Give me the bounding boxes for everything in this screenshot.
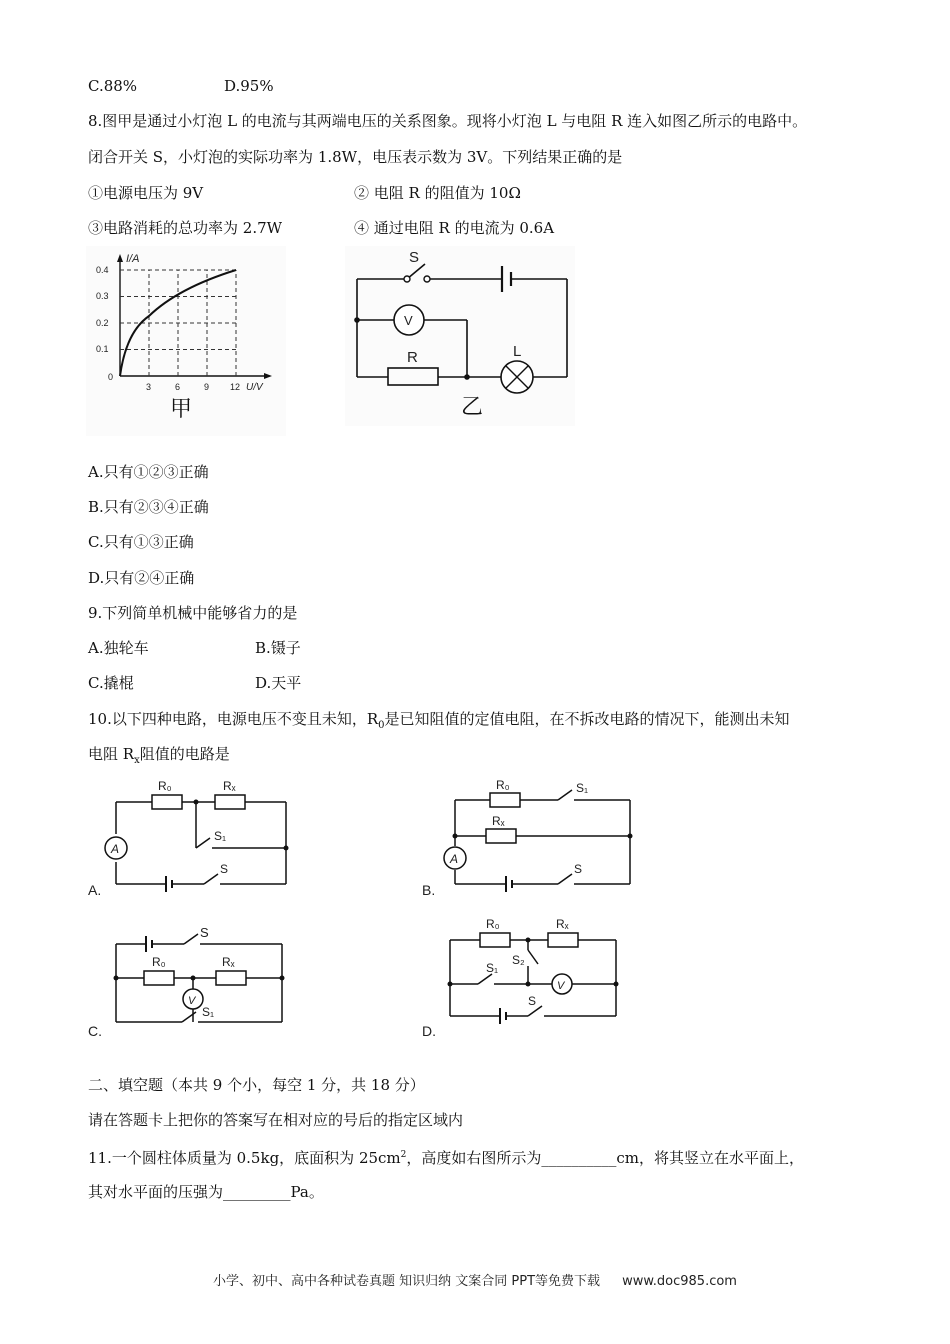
- resistor-label: R: [407, 349, 418, 366]
- q9-option-a: A.独轮车: [88, 639, 149, 657]
- ammeter-label: A: [111, 842, 120, 856]
- q10-circuit-c: [86, 918, 306, 1042]
- q8-stem-line2: 闭合开关 S，小灯泡的实际功率为 1.8W，电压表示数为 3V。下列结果正确的是: [88, 148, 623, 166]
- lamp-label: L: [513, 343, 522, 360]
- s2-label: S₂: [512, 953, 525, 967]
- s-label: S: [574, 862, 583, 876]
- switch-s1-icon: [478, 974, 492, 984]
- q8-items-row1: [88, 183, 521, 203]
- switch-s1-icon: [558, 790, 572, 800]
- switch-s1-icon: [196, 838, 210, 848]
- s-label: S: [528, 994, 537, 1008]
- circuit-b-label: B.: [422, 882, 436, 898]
- section2-title: 二、填空题（本共 9 个小，每空 1 分，共 18 分）: [88, 1076, 425, 1094]
- rx-label: Rₓ: [222, 955, 235, 969]
- switch-s1-icon: [182, 1012, 196, 1022]
- graph-xtick: 12: [230, 382, 241, 392]
- rx-label: Rₓ: [492, 814, 505, 828]
- r0-resistor-icon: [490, 793, 520, 807]
- r0-label: R₀: [158, 779, 172, 793]
- q8-option-d: D.只有②④正确: [88, 569, 195, 587]
- voltmeter-label: V: [404, 313, 413, 328]
- graph-caption: 甲: [170, 397, 193, 422]
- switch-s-icon: [558, 874, 572, 884]
- footer-text: 小学、初中、高中各种试卷真题 知识归纳 文案合同 PPT等免费下载: [213, 1274, 601, 1289]
- q8-option-b: B.只有②③④正确: [88, 498, 209, 516]
- circuit-d-label: D.: [422, 1023, 436, 1039]
- q10-circuit-b: [420, 774, 650, 900]
- s-label: S: [220, 862, 229, 876]
- r0-label: R₀: [152, 955, 166, 969]
- rx-resistor-icon: [215, 795, 245, 809]
- q10-stem-line2: 电阻 $R_x$阻值的电路是: [88, 745, 230, 766]
- voltmeter-label: V: [557, 980, 565, 992]
- circuit-c-label: C.: [88, 1023, 102, 1039]
- r0-resistor-icon: [480, 933, 510, 947]
- q8-option-a: A.只有①②③正确: [88, 463, 209, 481]
- r0-label: R₀: [486, 917, 500, 931]
- switch-s-icon: [204, 874, 218, 884]
- s1-label: S₁: [486, 961, 499, 975]
- graph-xtick: 6: [175, 382, 181, 392]
- q9-option-c: C.撬棍: [88, 674, 134, 692]
- s-label: S: [200, 925, 209, 940]
- page-footer: [0, 1270, 950, 1289]
- graph-ytick: 0.2: [96, 318, 109, 328]
- q8-item-3: ③电路消耗的总功率为 2.7W: [88, 219, 283, 237]
- graph-ylabel: I/A: [126, 253, 140, 265]
- q10-stem-line1: 10.以下四种电路，电源电压不变且未知，$R_0$是已知阻值的定值电阻，在不拆改电路的情况下，能测出未知: [88, 710, 790, 731]
- switch-s-icon: [184, 934, 198, 944]
- q9-options-row1: [88, 638, 301, 658]
- graph-xtick: 3: [146, 382, 152, 392]
- r0-resistor-icon: [152, 795, 182, 809]
- q8-item-1: ①电源电压为 9V: [88, 184, 204, 202]
- rx-resistor-icon: [486, 829, 516, 843]
- graph-xlabel: U/V: [246, 382, 263, 393]
- section2-instruction: 请在答题卡上把你的答案写在相对应的号后的指定区域内: [88, 1111, 464, 1129]
- s1-label: S₁: [576, 781, 589, 795]
- circuit-caption: 乙: [461, 395, 484, 420]
- q8-graph-figure: [86, 246, 286, 436]
- r0-label: R₀: [496, 778, 510, 792]
- s1-label: S₁: [202, 1005, 215, 1019]
- q7-option-d: D.95%: [224, 77, 274, 95]
- q9-stem: 9.下列简单机械中能够省力的是: [88, 604, 298, 622]
- switch-s2-icon: [528, 950, 538, 964]
- graph-xtick: 9: [204, 382, 210, 392]
- q9-options-row2: [88, 673, 301, 693]
- voltmeter-label: V: [188, 995, 196, 1007]
- q11-blank-pressure: _________: [223, 1183, 291, 1201]
- rx-resistor-icon: [216, 971, 246, 985]
- s1-label: S₁: [214, 829, 227, 843]
- q7-option-c: C.88%: [88, 77, 138, 95]
- graph-ytick: 0.1: [96, 344, 109, 354]
- circuit-a-label: A.: [88, 882, 102, 898]
- q8-option-c: C.只有①③正确: [88, 533, 194, 551]
- q9-option-b: B.镊子: [255, 639, 301, 657]
- switch-label: S: [409, 249, 420, 266]
- q11-line1: 11.一个圆柱体质量为 0.5kg，底面积为 $25cm^2$，高度如右图所示为__________cm，将其竖立在水平面上，: [88, 1149, 805, 1167]
- q8-item-4: ④ 通过电阻 R 的电流为 0.6A: [354, 219, 555, 237]
- q11-line2: 其对水平面的压强为_________Pa。: [88, 1183, 324, 1201]
- q11-blank-height: __________: [541, 1149, 617, 1167]
- q8-items-row2: [88, 218, 554, 238]
- q10-circuit-d: [420, 908, 650, 1042]
- graph-ytick: 0.4: [96, 265, 109, 275]
- q8-circuit-figure: [345, 246, 575, 426]
- q10-circuit-a: [86, 774, 306, 900]
- q9-option-d: D.天平: [255, 674, 302, 692]
- rx-resistor-icon: [548, 933, 578, 947]
- rx-label: Rₓ: [556, 917, 569, 931]
- footer-site-link[interactable]: www.doc985.com: [622, 1274, 737, 1289]
- graph-ytick: 0: [108, 372, 114, 382]
- r0-resistor-icon: [144, 971, 174, 985]
- ammeter-label: A: [450, 852, 459, 866]
- q7-options: [88, 76, 274, 96]
- q8-item-2: ② 电阻 R 的阻值为 10Ω: [354, 184, 521, 202]
- graph-ytick: 0.3: [96, 291, 109, 301]
- q8-stem-line1: 8.图甲是通过小灯泡 L 的电流与其两端电压的关系图象。现将小灯泡 L 与电阻 R 连入如图乙所示的电路中。: [88, 112, 808, 130]
- rx-label: Rₓ: [223, 779, 236, 793]
